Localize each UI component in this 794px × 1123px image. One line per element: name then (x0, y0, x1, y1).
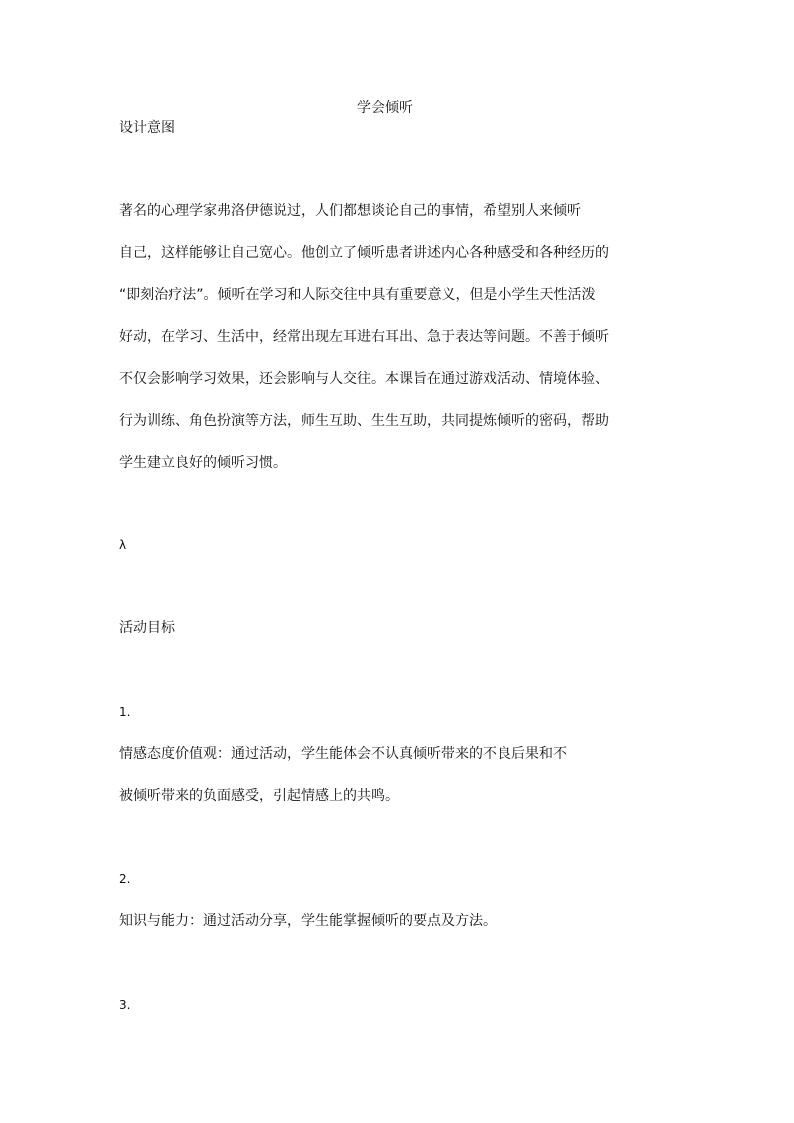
intro-line: 著名的心理学家弗洛伊德说过，人们都想谈论自己的事情，希望别人来倾听 (119, 203, 581, 219)
goal-number: 2. (119, 872, 131, 886)
goal-line: 情感态度价值观：通过活动，学生能体会不认真倾听带来的不良后果和不 (119, 746, 567, 762)
stray-mark: λ (119, 538, 127, 552)
goal-line: 知识与能力：通过活动分享，学生能掌握倾听的要点及方法。 (119, 913, 497, 929)
intro-line: 好动，在学习、生活中，经常出现左耳进右耳出、急于表达等问题。不善于倾听 (119, 329, 609, 345)
section-heading-activity-goals: 活动目标 (119, 620, 175, 636)
intro-line: 不仅会影响学习效果，还会影响与人交往。本课旨在通过游戏活动、情境体验、 (119, 371, 609, 387)
document-title: 学会倾听 (357, 100, 413, 116)
goal-number: 3. (119, 998, 131, 1012)
goal-line: 被倾听带来的负面感受，引起情感上的共鸣。 (119, 788, 399, 804)
goal-number: 1. (119, 705, 131, 719)
intro-line: 学生建立良好的倾听习惯。 (119, 455, 287, 471)
intro-line: 行为训练、角色扮演等方法，师生互助、生生互助，共同提炼倾听的密码，帮助 (119, 413, 609, 429)
intro-line: “即刻治疗法”。倾听在学习和人际交往中具有重要意义，但是小学生天性活泼 (119, 287, 596, 303)
intro-line: 自己，这样能够让自己宽心。他创立了倾听患者讲述内心各种感受和各种经历的 (119, 245, 609, 261)
section-heading-design-intent: 设计意图 (119, 120, 175, 136)
